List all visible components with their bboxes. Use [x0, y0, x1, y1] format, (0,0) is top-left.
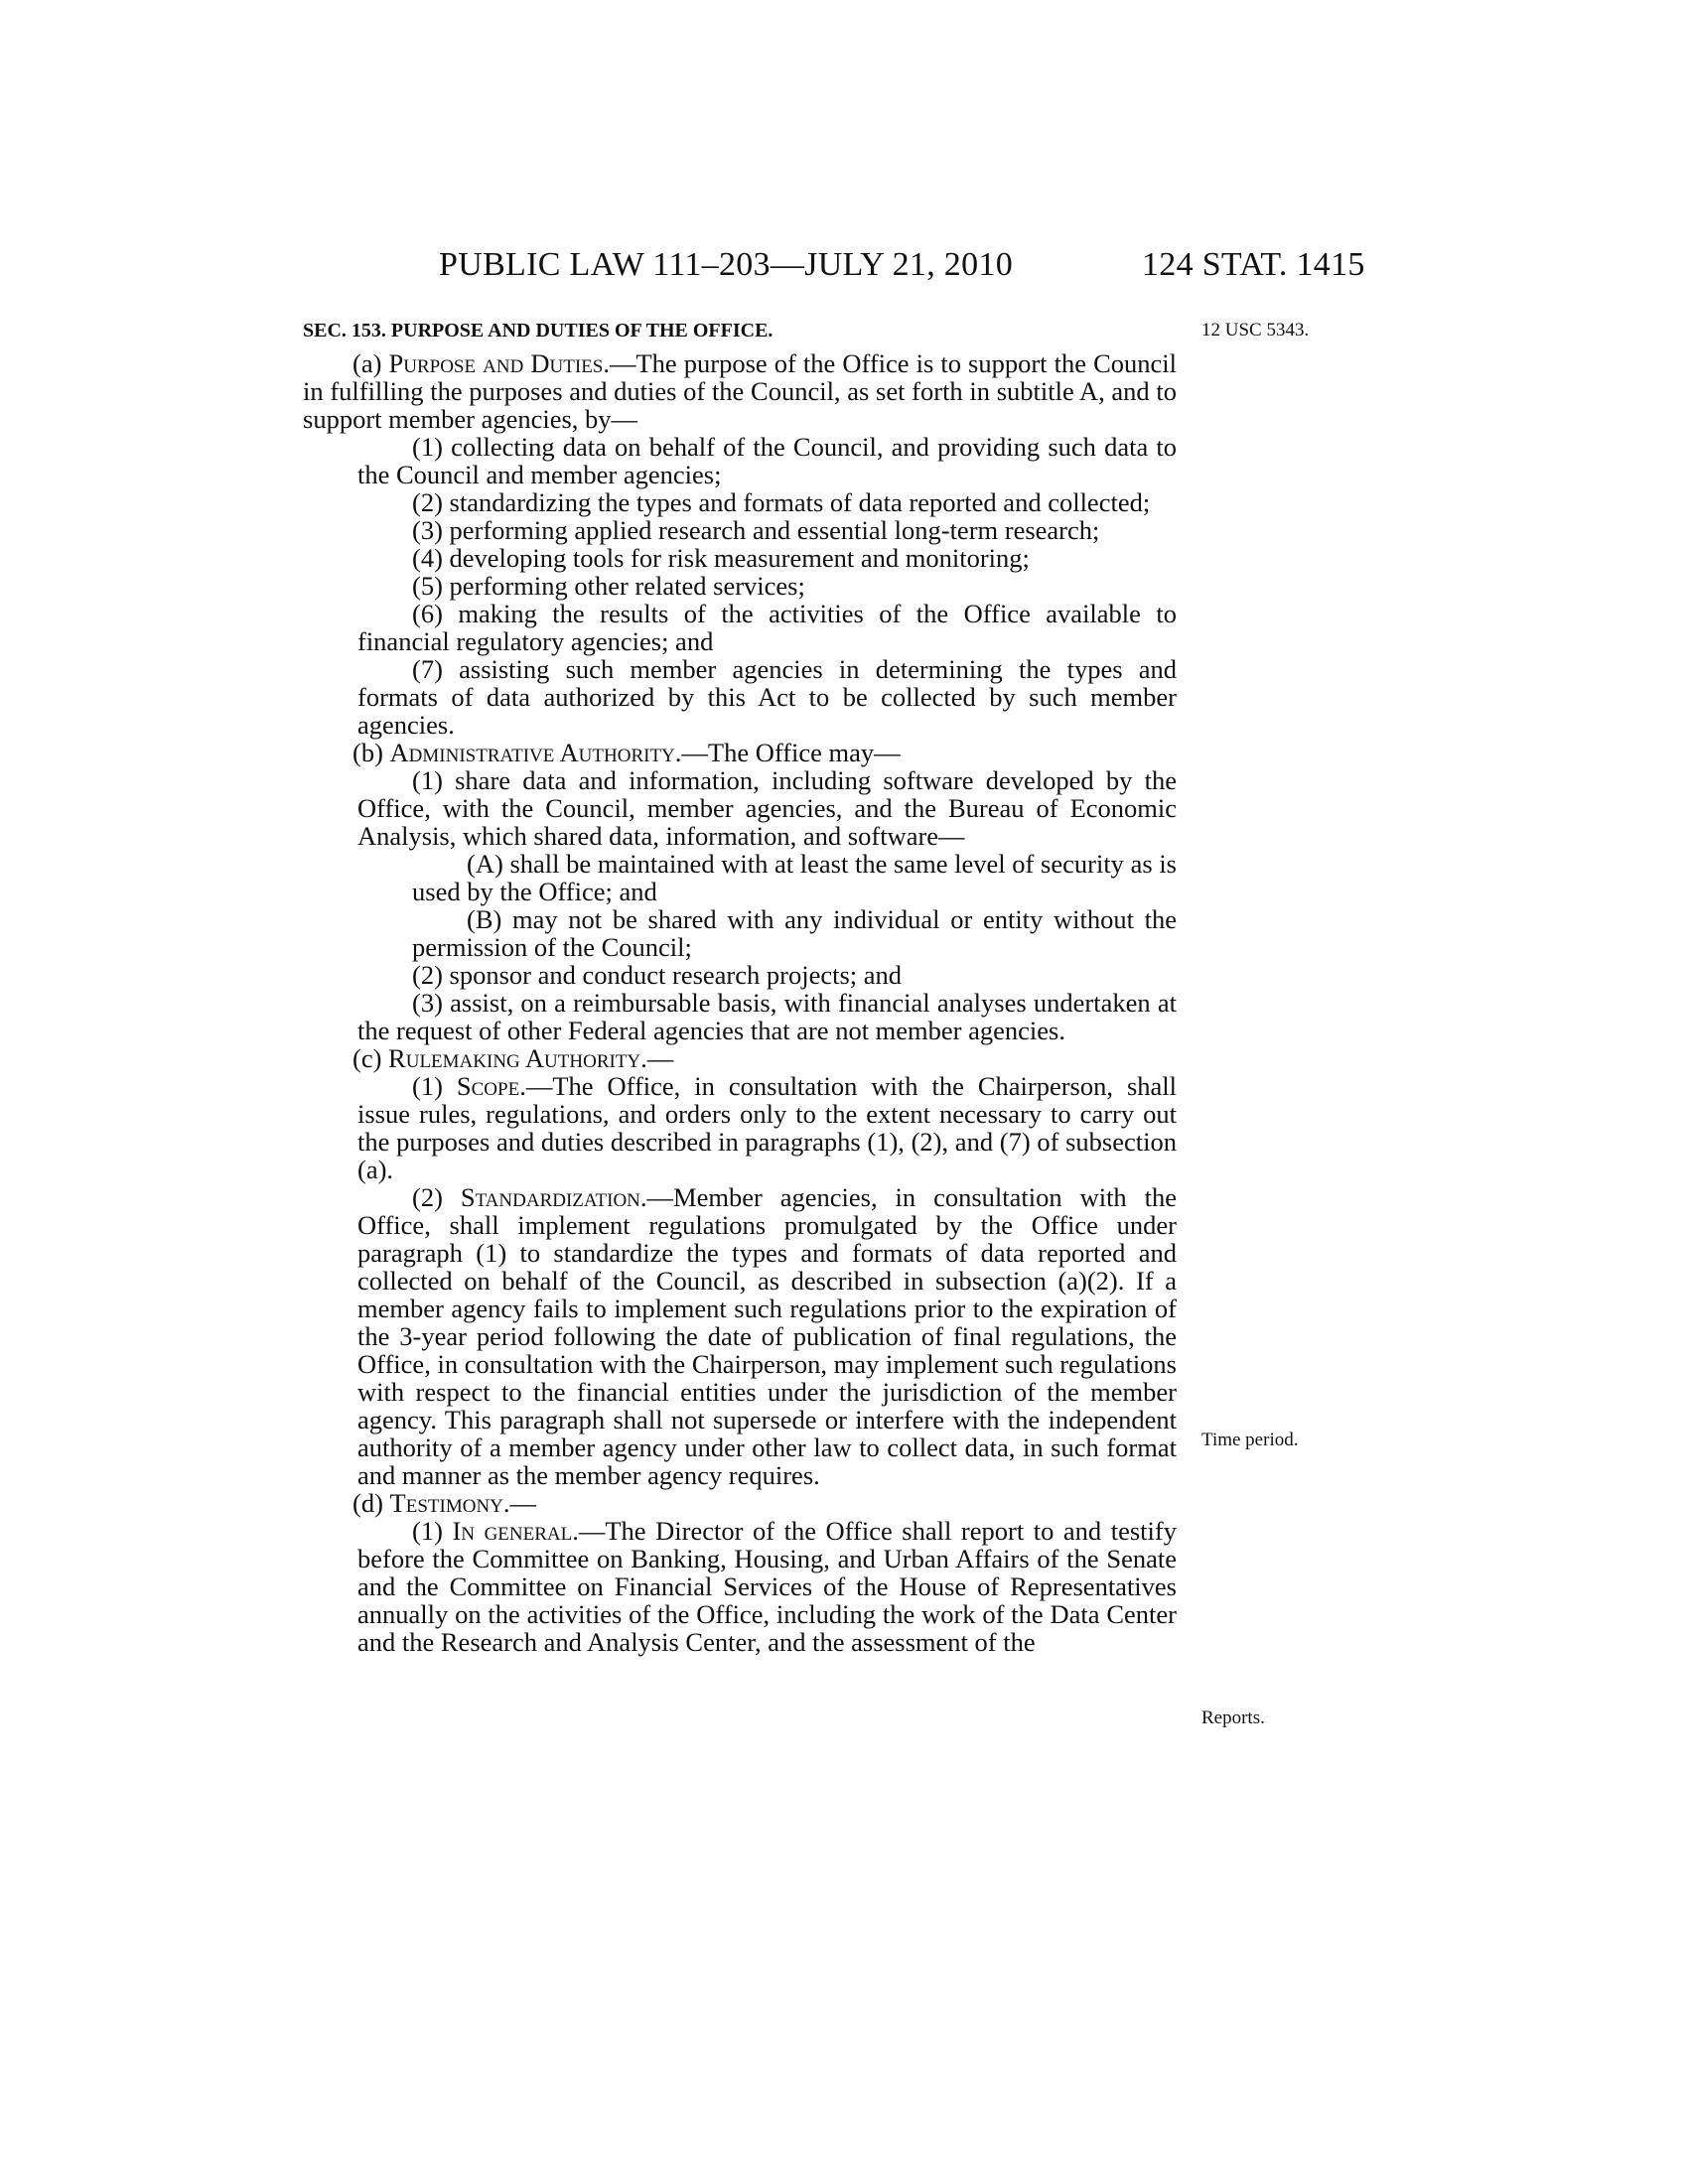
- subsection-b-items: [303, 766, 1177, 850]
- subsection-b-label: (b): [352, 738, 390, 767]
- paragraph-c1-heading: Scope: [456, 1071, 520, 1101]
- paragraph-b1-subitems: [303, 850, 1177, 961]
- usc-citation-note: 12 USC 5343.: [1201, 320, 1310, 341]
- subsection-a: [303, 349, 1177, 433]
- paragraph-a7: (7) assisting such member agencies in determining the types and formats of data authorized by this Act to be collected by such member agencies.: [357, 654, 1177, 740]
- paragraph-c2: [303, 1183, 1177, 1489]
- paragraph-a2: (2) standardizing the types and formats of data reported and collected;: [412, 487, 1151, 517]
- subsection-b-text: .—The Office may—: [674, 738, 901, 767]
- subparagraph-b1A: (A) shall be maintained with at least the same level of security as is used by the Office; and: [412, 849, 1177, 906]
- paragraph-b2: (2) sponsor and conduct research projects; and: [412, 960, 903, 990]
- paragraph-c2-label: (2): [412, 1182, 461, 1212]
- subsection-d-items: [303, 1517, 1177, 1656]
- subsection-a-label: (a): [352, 348, 389, 378]
- paragraph-d1: [303, 1517, 1177, 1656]
- paragraph-d1-label: (1): [412, 1516, 453, 1546]
- subsection-c-text: .—: [640, 1043, 674, 1073]
- section-heading: SEC. 153. PURPOSE AND DUTIES OF THE OFFICE.: [303, 320, 774, 341]
- paragraph-d1-text: .—The Director of the Office shall report to and testify before the Committee on Banking, Housing, and Urban Affairs of the Senate and the Committee on Financial Services of the House of Representatives annually on the activities of the Office, including the work of the Data Center and the Research and Analysis Center, and the assessment of the: [357, 1516, 1177, 1657]
- paragraph-c1-label: (1): [412, 1071, 457, 1101]
- section-body: [303, 349, 1177, 1656]
- running-head: PUBLIC LAW 111–203—JULY 21, 2010: [439, 246, 1014, 283]
- reports-note: Reports.: [1201, 1707, 1265, 1728]
- paragraph-b1: (1) share data and information, including software developed by the Office, with the Council, member agencies, and the Bureau of Economic Analysis, which shared data, information, and software—: [357, 765, 1177, 851]
- subsection-d-heading: Testimony: [389, 1488, 503, 1518]
- subsection-a-text: .—The purpose of the Office is to support the Council in fulfilling the purposes and duties of the Council, as set forth in subtitle A, and to support member agencies, by—: [303, 348, 1177, 434]
- subsection-b-items-cont: [303, 961, 1177, 1044]
- subparagraph-b1B: (B) may not be shared with any individual or entity without the permission of the Council;: [412, 904, 1177, 962]
- subsection-c-heading: Rulemaking Authority: [388, 1043, 641, 1073]
- paragraph-c2-text: .—Member agencies, in consultation with the Office, shall implement regulations promulgated by the Office under paragraph (1) to standardize the types and formats of data reported and collected on behalf of the Council, as described in subsection (a)(2). If a member agency fails to implement such regulations prior to the expiration of the 3-year period following the date of publication of final regulations, the Office, in consultation with the Chairperson, may implement such regulations with respect to the financial entities under the jurisdiction of the member agency. This paragraph shall not supersede or interfere with the independent authority of a member agency under other law to collect data, in such format and manner as the member agency requires.: [357, 1182, 1178, 1490]
- time-period-note: Time period.: [1201, 1430, 1299, 1450]
- subsection-d-text: .—: [502, 1488, 537, 1518]
- subsection-c-items: [303, 1072, 1177, 1489]
- subsection-d: [303, 1489, 1177, 1517]
- paragraph-a1: (1) collecting data on behalf of the Council, and providing such data to the Council and member agencies;: [357, 432, 1177, 489]
- paragraph-b3: (3) assist, on a reimbursable basis, with financial analyses undertaken at the request of other Federal agencies that are not member agencies.: [357, 988, 1177, 1045]
- stat-page-citation: 124 STAT. 1415: [1142, 246, 1365, 283]
- subsection-b: [303, 739, 1177, 766]
- paragraph-a6: (6) making the results of the activities of the Office available to financial regulatory agencies; and: [357, 599, 1177, 656]
- subsection-a-heading: Purpose and Duties: [388, 348, 604, 378]
- paragraph-a3: (3) performing applied research and essential long-term research;: [412, 515, 1100, 545]
- subsection-d-label: (d): [352, 1488, 390, 1518]
- subsection-b-heading: Administrative Authority: [389, 738, 675, 767]
- paragraph-c1-text: .—The Office, in consultation with the Chairperson, shall issue rules, regulations, and orders only to the extent necessary to carry out the purposes and duties described in paragraphs (1), (2), and (7) of subsection (a).: [357, 1071, 1177, 1184]
- paragraph-c2-heading: Standardization: [460, 1182, 640, 1212]
- paragraph-a4: (4) developing tools for risk measurement and monitoring;: [412, 543, 1030, 573]
- paragraph-c1: [303, 1072, 1177, 1183]
- subsection-c-label: (c): [352, 1043, 389, 1073]
- subsection-c: [303, 1044, 1177, 1072]
- paragraph-d1-heading: In general: [452, 1516, 573, 1546]
- subsection-a-items: [303, 433, 1177, 739]
- page-header: [0, 246, 1688, 286]
- paragraph-a5: (5) performing other related services;: [412, 571, 805, 601]
